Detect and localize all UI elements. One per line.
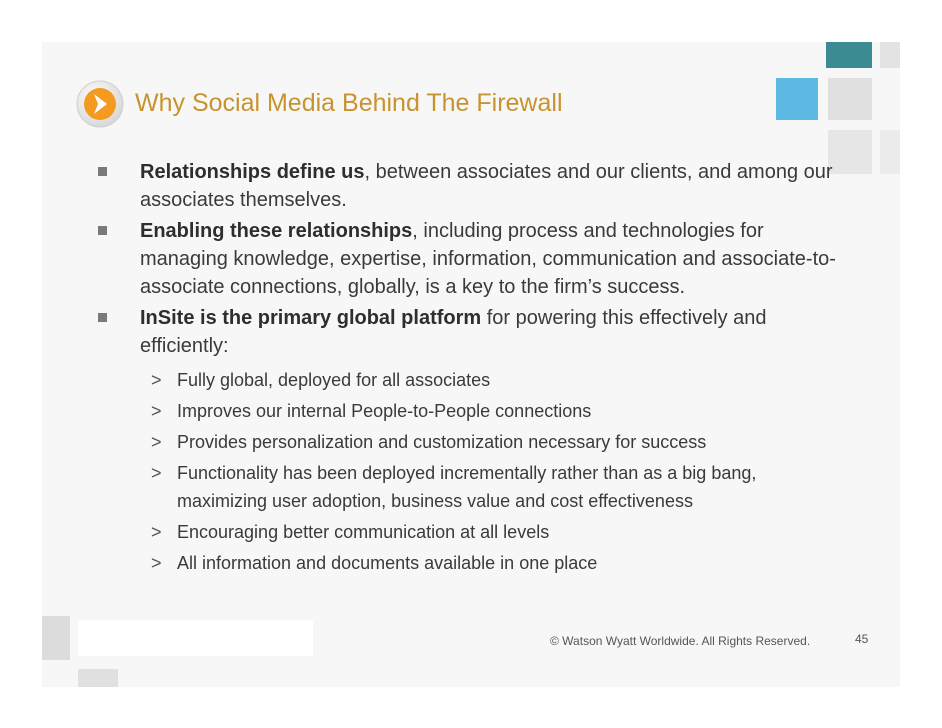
sub-bullet-marker: > bbox=[151, 432, 162, 452]
bullet-text: for powering this effectively and efficiently: bbox=[140, 307, 767, 357]
bullet-item bbox=[98, 304, 838, 360]
slide-title: Why Social Media Behind The Firewall bbox=[135, 89, 563, 117]
sub-bullet-marker: > bbox=[151, 401, 162, 421]
sub-bullet-marker: > bbox=[151, 522, 162, 542]
decorative-square-teal bbox=[826, 42, 872, 68]
sub-bullet-item bbox=[98, 428, 838, 456]
bullet-item bbox=[98, 158, 838, 214]
sub-bullet-item bbox=[98, 549, 838, 577]
bullet-text: , including process and technologies for managing knowledge, expertise, information, communication and associate-to-associate connections, globally, is a key to the firm’s success. bbox=[140, 220, 836, 298]
sub-bullet-text: Improves our internal People-to-People connections bbox=[177, 401, 592, 421]
page-number: 45 bbox=[855, 632, 869, 646]
sub-bullet-text: All information and documents available in one place bbox=[177, 553, 598, 573]
decorative-square-blue bbox=[776, 78, 818, 120]
decorative-square-grey bbox=[78, 669, 118, 687]
sub-bullet-marker: > bbox=[151, 370, 162, 390]
sub-bullet-text: Fully global, deployed for all associates bbox=[177, 370, 491, 390]
bullet-bold-text: Relationships define us bbox=[140, 161, 365, 183]
decorative-square-grey bbox=[880, 42, 900, 68]
bullet-item bbox=[98, 217, 838, 301]
square-bullet-icon bbox=[98, 313, 107, 322]
bullet-list bbox=[98, 158, 838, 580]
sub-bullet-text: Provides personalization and customization necessary for success bbox=[177, 432, 707, 452]
copyright-footer: © Watson Wyatt Worldwide. All Rights Reserved. bbox=[550, 634, 811, 648]
sub-bullet-text: Encouraging better communication at all levels bbox=[177, 522, 550, 542]
sub-bullet-marker: > bbox=[151, 553, 162, 573]
footer-blank-panel bbox=[78, 620, 313, 656]
sub-bullet-item bbox=[98, 459, 838, 515]
decorative-square-grey bbox=[42, 616, 70, 660]
orange-arrow-circle-icon bbox=[76, 80, 124, 128]
bullet-text: , between associates and our clients, and among our associates themselves. bbox=[140, 161, 833, 211]
decorative-square-grey bbox=[828, 78, 872, 120]
sub-bullet-list bbox=[98, 366, 838, 577]
sub-bullet-marker: > bbox=[151, 463, 162, 483]
sub-bullet-item bbox=[98, 518, 838, 546]
decorative-square-grey bbox=[880, 130, 900, 174]
sub-bullet-text: Functionality has been deployed incrementally rather than as a big bang, maximizing user adoption, business value and cost effectiveness bbox=[177, 463, 757, 511]
sub-bullet-item bbox=[98, 366, 838, 394]
slide bbox=[42, 42, 900, 687]
bullet-bold-text: InSite is the primary global platform bbox=[140, 307, 482, 329]
bullet-bold-text: Enabling these relationships bbox=[140, 220, 413, 242]
square-bullet-icon bbox=[98, 226, 107, 235]
square-bullet-icon bbox=[98, 167, 107, 176]
sub-bullet-item bbox=[98, 397, 838, 425]
